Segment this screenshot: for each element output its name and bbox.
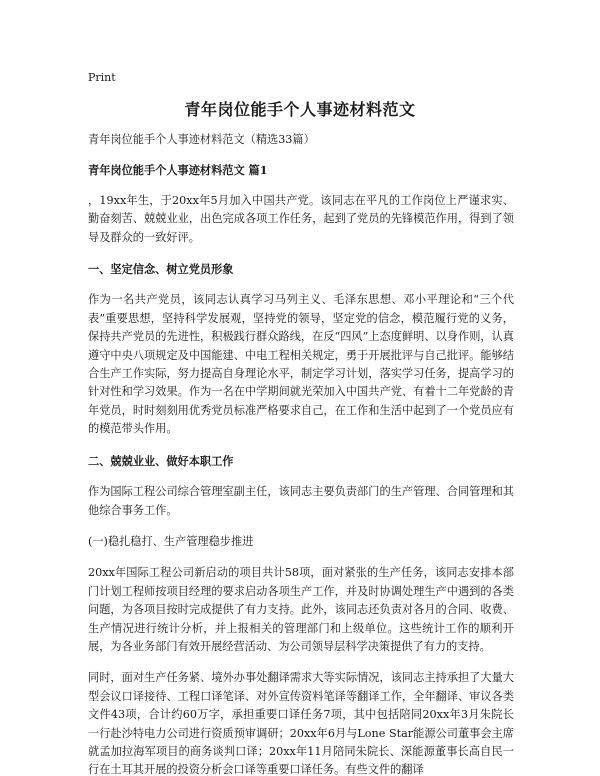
heading-2: 二、兢兢业业、做好本职工作	[88, 453, 234, 468]
paragraph-2: 作为国际工程公司综合管理室副主任，该同志主要负责部门的生产管理、合同管理和其他综合事务工作。	[88, 485, 514, 517]
page-title: 青年岗位能手个人事迹材料范文	[184, 100, 416, 119]
paragraph-1: 作为一名共产党员，该同志认真学习马列主义、毛泽东思想、邓小平理论和“三个代表”重要思想，坚持科学发展观，坚持党的领导，坚定党的信念，模范履行党的义务，保持共产党员的先进性，积极践行群众路线，在反“四风”上态度鲜明、以身作则，认真遵守中央八项规定及中国能建、中电工程相关规定，勇于开展批评与自己批评。能够结合生产工作实际，努力提高自身理论水平，制定学习计划，落实学习任务，提高学习的针对性和学习效果。作为一名在中学期间就光荣加入中国共产党、有着十二年党龄的青年党员，时时刻刻用优秀党员标准严格要求自己，在工作和生活中起到了一个党员应有的模范带头作用。	[88, 293, 514, 436]
intro-paragraph: ，19xx年生，于20xx年5月加入中国共产党。该同志在平凡的工作岗位上严谨求实、勤奋刻苦、兢兢业业，出色完成各项工作任务，起到了党员的先锋模范作用，得到了领导及群众的一致好评。	[88, 193, 514, 244]
document-subtitle: 青年岗位能手个人事迹材料范文（精选33篇）	[88, 133, 315, 146]
heading-1: 一、坚定信念、树立党员形象	[88, 262, 234, 277]
subheading-1: (一)稳扎稳打、生产管理稳步推进	[88, 534, 254, 548]
paragraph-4: 同时，面对生产任务紧、境外办事处翻译需求大等实际情况，该同志主持承担了大量大型会议口译接待、工程口译笔译、对外宣传资料笔译等翻译工作，全年翻译、审议各类文件43项，合计约60万字，承担重要口译任务7项，其中包括陪同20xx年3月朱院长一行赴沙特电力公司进行资质预审调研；20xx年6月与Lone Star能源公司董事会主席就孟加拉海军项目的商务谈判口译；20xx年11月陪同朱院长、深能源董事长高自民一行在土耳其开展的投资分析会口译等重要口译任务。有些文件的翻译	[88, 671, 514, 776]
print-label[interactable]: Print	[88, 71, 116, 84]
paragraph-3: 20xx年国际工程公司新启动的项目共计58项，面对紧张的生产任务，该同志安排本部门计划工程师按项目经理的要求启动各项生产工作，并及时协调处理生产中遇到的各类问题，为各项目按时完成提供了有力支持。此外，该同志还负责对各月的合同、收费、生产情况进行统计分析，并上报相关的管理部门和上级单位。这些统计工作的顺利开展，为各业务部门有效开展经营活动、为公司领导层科学决策提供了有力的支持。	[88, 566, 514, 653]
document-body	[88, 131, 514, 776]
section-title: 青年岗位能手个人事迹材料范文 篇1	[88, 163, 268, 178]
